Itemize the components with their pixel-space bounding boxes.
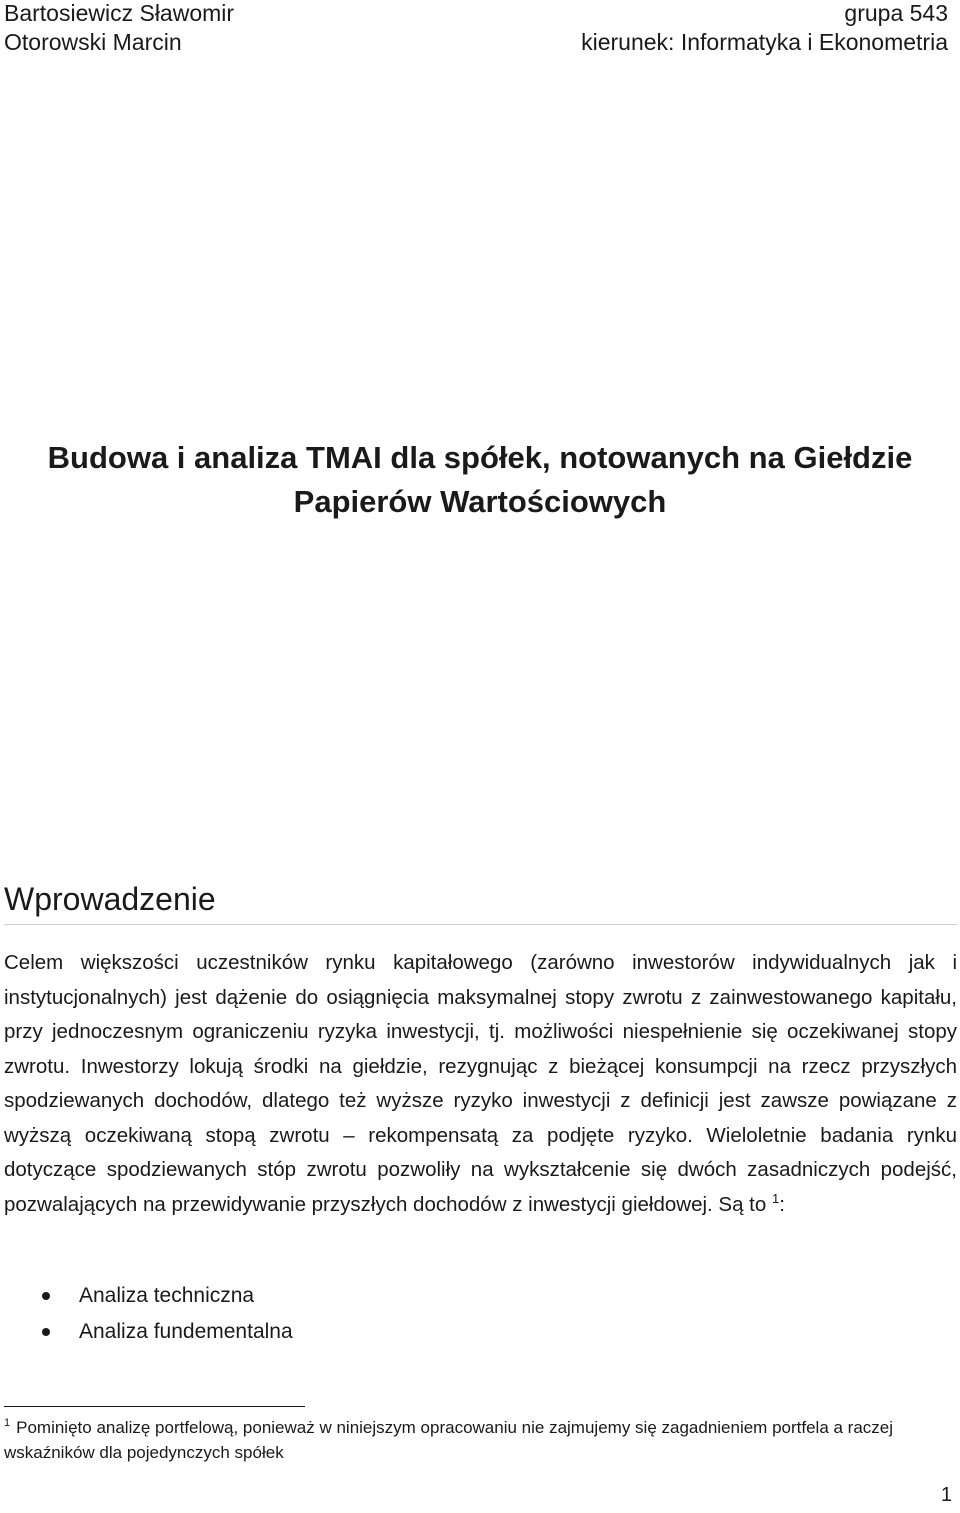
author-name: Otorowski Marcin [4, 29, 182, 55]
bullet-icon [42, 1292, 50, 1300]
intro-paragraph [4, 946, 957, 1222]
list-item [0, 1314, 293, 1350]
header-authors [4, 0, 234, 57]
document-title-line: Budowa i analiza TMAI dla spółek, notowanych na Giełdzie [47, 440, 913, 475]
intro-paragraph-text: Celem większości uczestników rynku kapitałowego (zarówno inwestorów indywidualnych jak i instytucjonalnych) jest dążenie do osiągnięcia maksymalnej stopy zwrotu z zainwestowanego kapitału, przy jednoczesnym ograniczeniu ryzyka inwestycji, tj. możliwości niespełnienie się oczekiwanej stopy zwrotu. Inwestorzy lokują środki na giełdzie, rezygnując z bieżącej konsumpcji na rzecz przyszłych spodziewanych dochodów, dlatego też wyższe ryzyko inwestycji z definicji jest zawsze powiązane z wyższą oczekiwaną stopą zwrotu – rekompensatą za podjęte ryzyko. Wieloletnie badania rynku dotyczące spodziewanych stóp zwrotu pozwoliły na wykształcenie się dwóch zasadniczych podejść, pozwalających na przewidywanie przyszłych dochodów z inwestycji giełdowej. Są to [4, 951, 957, 1216]
footnote-number: 1 [4, 1417, 11, 1430]
footnote [4, 1415, 959, 1465]
bullet-icon [42, 1328, 50, 1336]
field-of-study-label: kierunek: Informatyka i Ekonometria [581, 29, 948, 55]
document-title [0, 436, 960, 524]
intro-paragraph-tail: : [779, 1192, 785, 1216]
list-item-label: Analiza techniczna [79, 1284, 255, 1307]
section-heading: Wprowadzenie [4, 881, 216, 917]
header-course-info [581, 0, 948, 57]
group-label: grupa 543 [844, 0, 948, 26]
list-item [0, 1278, 293, 1314]
analysis-methods-list [0, 1278, 293, 1350]
footnote-text: Pominięto analizę portfelową, ponieważ w niniejszym opracowaniu nie zajmujemy się zagadnieniem portfela a raczej wskaźników dla pojedynczych spółek [4, 1418, 894, 1462]
author-name: Bartosiewicz Sławomir [4, 0, 235, 26]
footnote-reference[interactable]: 1 [772, 1190, 780, 1206]
section-divider [4, 924, 957, 925]
document-title-line: Papierów Wartościowych [293, 484, 667, 519]
footnote-separator [4, 1406, 305, 1407]
list-item-label: Analiza fundementalna [79, 1320, 293, 1343]
page-number: 1 [940, 1484, 952, 1506]
